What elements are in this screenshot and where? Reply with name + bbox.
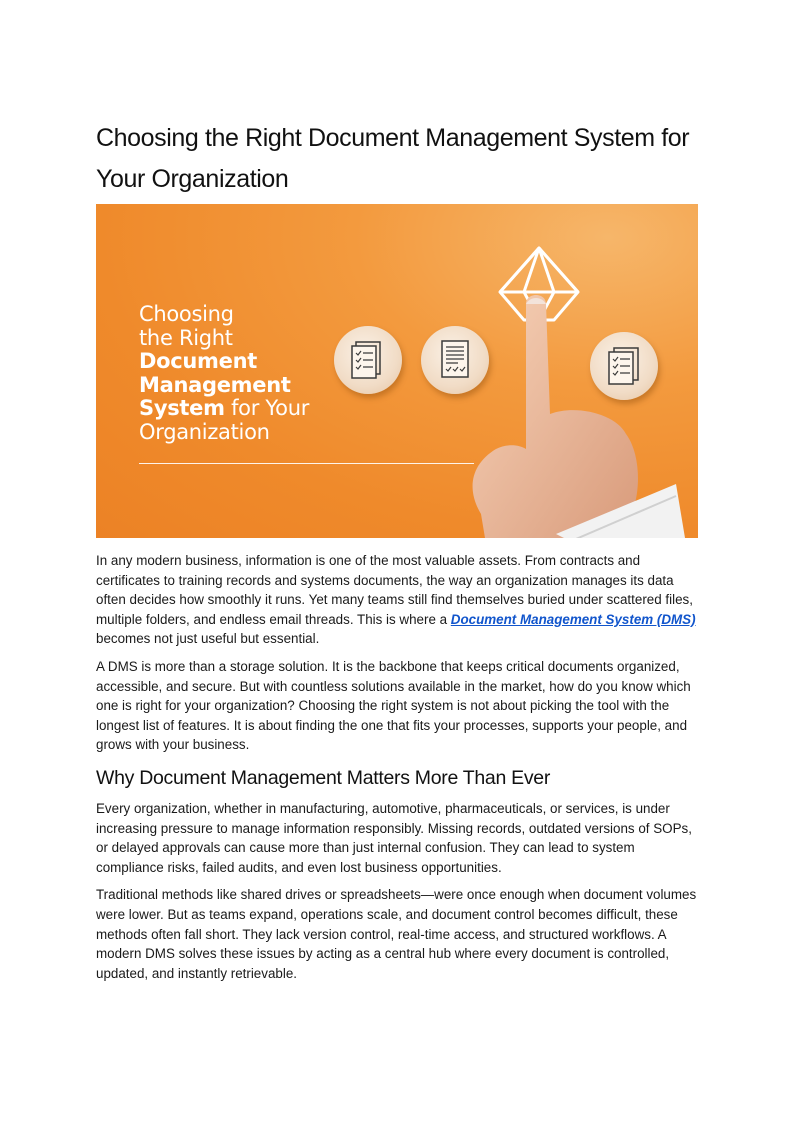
hero-line-5-bold: System <box>139 396 225 420</box>
hero-line-1: Choosing <box>139 302 234 326</box>
body-paragraph: Every organization, whether in manufacturing, automotive, pharmaceuticals, or services, is under increasing pressure to manage information responsibly. Missing records, outdated versions of SOPs, or delayed approvals can cause more than just internal confusion. They can lead to system compliance risks, failed audits, and even lost business opportunities. <box>96 800 692 875</box>
hero-line-6: Organization <box>139 419 270 444</box>
hero-line-4 <box>139 374 309 398</box>
hero-caption <box>139 303 309 444</box>
section-heading: Why Document Management Matters More Than Ever <box>96 766 551 789</box>
intro-text-end: becomes not just useful but essential. <box>96 631 320 647</box>
body-paragraph: Traditional methods like shared drives or spreadsheets—were once enough when document volumes were lower. But as teams expand, operations scale, and document control becomes difficult, these methods often fall short. They lack version control, real-time access, and structured workflows. A modern DMS solves these issues by acting as a central hub where every document is controlled, updated, and instantly retrievable. <box>96 887 697 981</box>
intro-paragraph <box>96 551 700 649</box>
hero-divider <box>139 463 474 464</box>
document-page <box>96 118 700 983</box>
intro-text-start: In any modern business, information is one of the most valuable assets. From contracts and certificates to training records and systems documents, the way an organization manages its data often decides how smoothly it runs. Yet many teams still find themselves buried under scattered files, multiple folders, and endless email threads. This is where a <box>96 553 693 627</box>
dms-link[interactable]: Document Management System (DMS) <box>450 611 696 627</box>
document-disc-icon <box>334 326 402 394</box>
pointing-hand-image <box>426 284 686 538</box>
hero-image <box>96 204 698 538</box>
hero-line-3-text: Document <box>139 349 257 373</box>
hero-line-5-rest: for Your <box>224 396 310 420</box>
checklist-document-icon <box>348 338 388 382</box>
hero-line-3 <box>139 350 309 374</box>
body-paragraph: A DMS is more than a storage solution. It is the backbone that keeps critical documents organized, accessible, and secure. But with countless solutions available in the market, how do you know which one is right for your organization? Choosing the right system is not about picking the tool with the longest list of features. It is about finding the one that fits your processes, supports your people, and grows with your business. <box>96 658 691 753</box>
hero-line-4-text: Management <box>139 372 291 397</box>
hero-line-5 <box>139 397 309 421</box>
page-title: Choosing the Right Document Management System for Your Organization <box>96 124 690 193</box>
hero-line-2: the Right <box>139 325 233 350</box>
